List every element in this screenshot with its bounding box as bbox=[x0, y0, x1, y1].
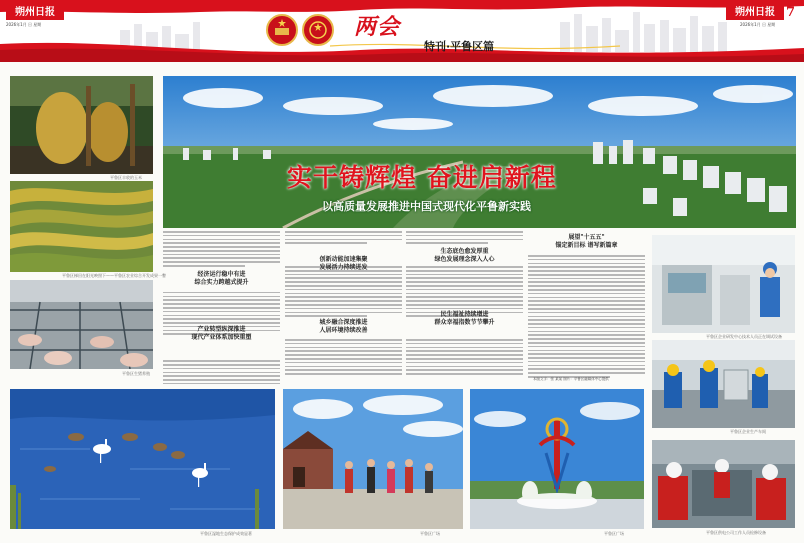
right-date: 2026年1月 日 星期 bbox=[740, 22, 776, 27]
caption-terraces: 平鲁区梯田在阳光映照下——平鲁区农业综合开发成果一瞥 bbox=[62, 273, 166, 278]
caption-workers: 平鲁区供电公司工作人员检修设备 bbox=[706, 530, 766, 535]
banner-background bbox=[0, 0, 804, 62]
photo-square-dance bbox=[283, 389, 463, 529]
photo-terraces bbox=[10, 181, 153, 272]
right-logo: 朔州日报 bbox=[726, 6, 784, 20]
hero-title: 实干铸辉煌 奋进启新程 bbox=[287, 163, 557, 192]
photo-corn-harvest bbox=[10, 76, 153, 174]
caption-dance: 平鲁区广场 bbox=[420, 531, 440, 536]
section-head-6: 民生福祉持续增进 群众幸福指数节节攀升 bbox=[434, 311, 495, 326]
section-head-3: 创新动能加速集聚 发展活力持续迸发 bbox=[319, 256, 368, 271]
caption-factory: 平鲁区企业生产车间 bbox=[730, 429, 766, 434]
section-head-2: 产业转型纵深推进 现代产业体系加快重塑 bbox=[191, 326, 252, 341]
photo-fountain-square bbox=[470, 389, 644, 529]
cppcc-emblem-icon bbox=[302, 14, 334, 46]
photo-wetland-birds bbox=[10, 389, 275, 529]
photo-power-workers bbox=[652, 440, 795, 528]
caption-lab: 平鲁区企业研发中心技术人员正在调试设备 bbox=[706, 334, 782, 339]
credits: 本版文字：张 某某 图片：平鲁区融媒体中心提供 bbox=[533, 377, 609, 381]
section-head-7: 展望"十五五" 锚定新目标 谱写新篇章 bbox=[555, 234, 618, 249]
national-emblem-icon bbox=[266, 14, 298, 46]
photo-pig-farm bbox=[10, 280, 153, 369]
photo-factory-workers bbox=[652, 340, 795, 428]
article-column-1 bbox=[163, 231, 280, 386]
special-issue-title: 特刊·平鲁区篇 bbox=[424, 40, 495, 53]
left-logo: 朔州日报 bbox=[6, 6, 64, 20]
section-head-4: 城乡融合深度推进 人居环境持续改善 bbox=[319, 319, 368, 334]
masthead-banner bbox=[0, 0, 804, 62]
caption-fountain: 平鲁区广场 bbox=[604, 531, 624, 536]
section-head-5: 生态底色愈发厚重 绿色发展理念深入人心 bbox=[434, 248, 495, 263]
page-number: 7 bbox=[786, 5, 796, 20]
caption-birds: 平鲁区湿地生态保护成效显著 bbox=[200, 531, 252, 536]
article-column-2 bbox=[285, 231, 402, 386]
section-head-1: 经济运行稳中有进 综合实力跨越式提升 bbox=[194, 271, 249, 286]
left-date: 2026年1月 日 星期 bbox=[6, 22, 42, 27]
lianghui-title: 两会 bbox=[354, 14, 401, 40]
photo-lab-technician bbox=[652, 235, 795, 333]
caption-corn: 平鲁区丰收的玉米 bbox=[110, 175, 142, 180]
caption-pigs: 平鲁区生猪养殖 bbox=[122, 371, 150, 376]
article-column-4 bbox=[528, 231, 645, 386]
hero-subtitle: 以高质量发展推进中国式现代化平鲁新实践 bbox=[322, 200, 531, 213]
